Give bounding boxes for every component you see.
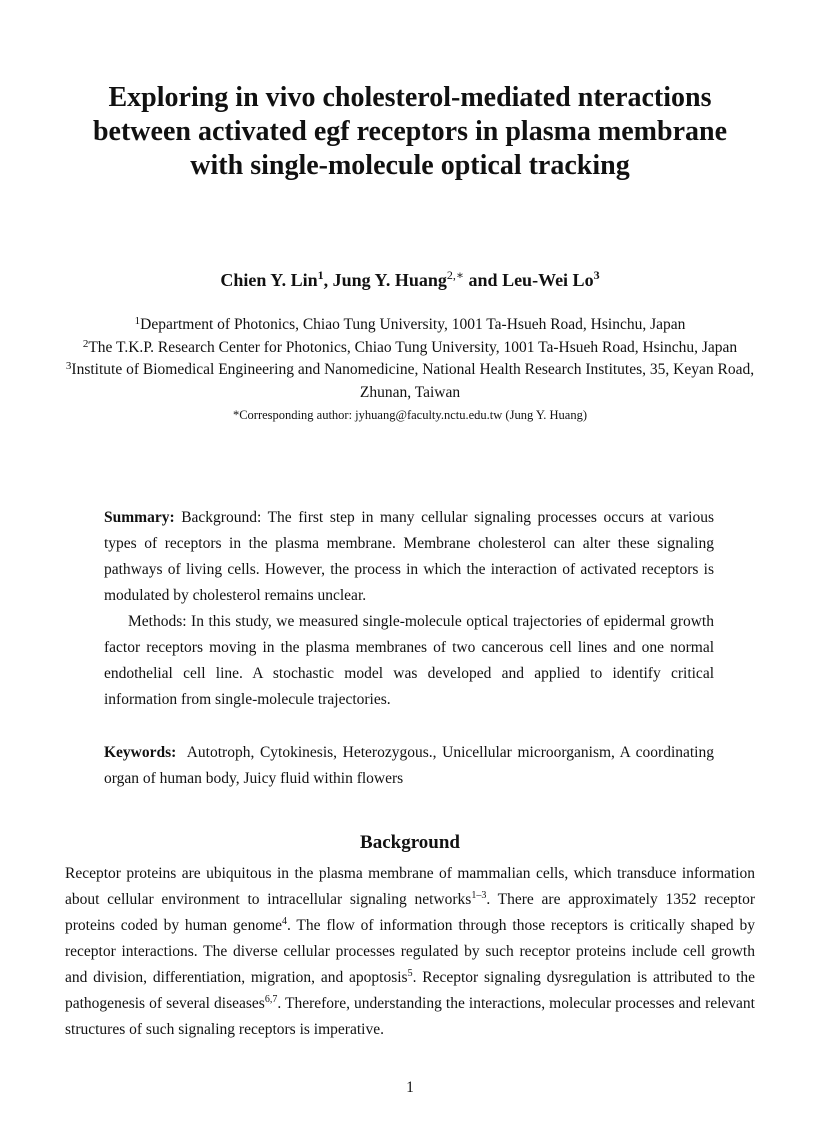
page-number: 1 <box>406 1079 414 1096</box>
abstract-background-text: Background: The first step in many cellular signaling processes occurs at various types of receptors in the plasma membrane. Membrane cholesterol can alter these signaling pathways of living cells. However, the process in which the interaction of activated receptors is modulated by cholesterol remains unclear. <box>104 509 714 604</box>
abstract-label: Summary: <box>104 509 175 526</box>
abstract <box>104 505 714 713</box>
paper-title <box>60 81 760 183</box>
citation-ref: 4 <box>282 916 288 927</box>
author-affiliation-mark: 2,∗ <box>446 268 465 282</box>
affiliation-text: The T.K.P. Research Center for Photonics, Chiao Tung University, 1001 Ta-Hsueh Road, Hsinchu, Japan <box>88 338 738 356</box>
affiliation-mark: 2 <box>82 337 89 350</box>
title-line-1: Exploring in vivo cholesterol-mediated nteractions <box>108 82 712 113</box>
citation-ref: 1–3 <box>471 890 487 901</box>
abstract-paragraph <box>104 505 714 609</box>
author-name: Jung Y. Huang <box>332 270 447 290</box>
body-text-segment: Receptor proteins are ubiquitous in the plasma membrane of mammalian cells, which transduce information about cellular environment to intracellular signaling networks <box>65 865 755 908</box>
author-name: Leu-Wei Lo <box>502 270 594 290</box>
author-name: Chien Y. Lin <box>220 270 318 290</box>
body-text-segment: . The flow of information through those receptors is critically shaped by receptor interactions. The diverse cellular processes regulated by such receptor proteins include cell growth and division, differentiation, migration, and apoptosis <box>65 917 755 986</box>
author-affiliation-mark: 3 <box>593 268 600 282</box>
author-affiliation-mark: 1 <box>317 268 324 282</box>
affiliation-block <box>60 314 760 426</box>
affiliation-1 <box>60 314 760 337</box>
author-separator: and <box>464 270 503 290</box>
affiliation-text: Institute of Biomedical Engineering and Nanomedicine, National Health Research Institutes, 35, Keyan Road, Zhunan, Taiwan <box>71 361 755 401</box>
title-line-3: with single-molecule optical tracking <box>190 150 630 181</box>
abstract-methods-text: Methods: In this study, we measured single-molecule optical trajectories of epidermal growth factor receptors moving in the plasma membranes of two cancerous cell lines and one normal endothelial cell line. A stochastic model was developed and applied to identify critical information from single-molecule trajectories. <box>104 613 714 708</box>
affiliation-2 <box>60 337 760 360</box>
keywords-label: Keywords: <box>104 744 177 761</box>
body-text-segment: . Therefore, understanding the interactions, molecular processes and relevant structures of such signaling receptors is imperative. <box>65 995 755 1038</box>
body-text-segment: . Receptor signaling dysregulation is attributed to the pathogenesis of several diseases <box>65 969 755 1012</box>
author-separator: , <box>323 270 333 290</box>
author-list <box>60 262 760 293</box>
keywords-text: Autotroph, Cytokinesis, Heterozygous., Unicellular microorganism, A coordinating organ of human body, Juicy fluid within flowers <box>104 744 714 787</box>
section-heading: Background <box>360 832 460 853</box>
citation-ref: 6,7 <box>264 994 278 1005</box>
body-text <box>65 861 755 1043</box>
affiliation-mark: 1 <box>134 315 141 327</box>
corresponding-author: *Corresponding author: jyhuang@faculty.nctu.edu.tw (Jung Y. Huang) <box>232 408 588 422</box>
affiliation-mark: 3 <box>65 360 72 372</box>
keywords <box>104 740 714 792</box>
title-line-2: between activated egf receptors in plasma membrane <box>92 116 727 147</box>
affiliation-3 <box>60 359 760 404</box>
affiliation-text: Department of Photonics, Chiao Tung University, 1001 Ta-Hsueh Road, Hsinchu, Japan <box>140 316 686 333</box>
citation-ref: 5 <box>407 968 413 979</box>
body-paragraph <box>65 861 755 1043</box>
body-text-segment: . There are approximately 1352 receptor proteins coded by human genome <box>65 891 755 934</box>
